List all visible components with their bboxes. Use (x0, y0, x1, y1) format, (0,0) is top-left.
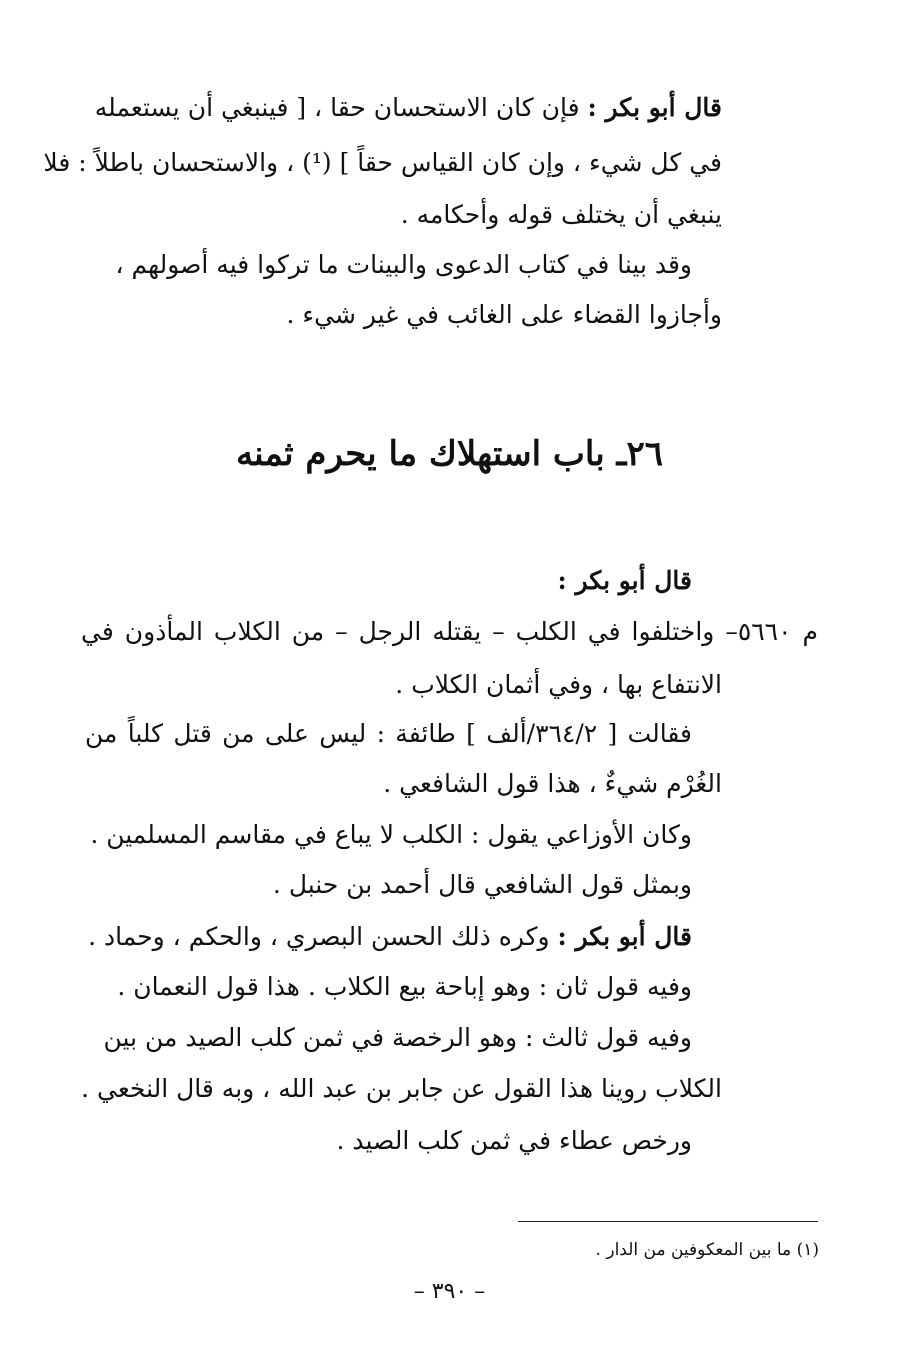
footnote-marker: (١) (796, 1240, 819, 1260)
footnote (596, 1238, 819, 1262)
text-line: الانتفاع بها ، وفي أثمان الكلاب . (395, 670, 722, 699)
text-line: وأجازوا القضاء على الغائب في غير شيء . (286, 300, 722, 329)
text-line: وفيه قول ثان : وهو إباحة بيع الكلاب . هذا قول النعمان . (117, 972, 692, 1001)
speaker-label: قال أبو بكر : (557, 922, 692, 951)
text-line: ينبغي أن يختلف قوله وأحكامه . (400, 200, 722, 229)
text-line: وقد بينا في كتاب الدعوى والبينات ما تركوا فيه أصولهم ، (115, 250, 692, 279)
text-line: م ٥٦٦٠– واختلفوا في الكلب – يقتله الرجل – من الكلاب المأذون في (81, 617, 819, 646)
page-number: – ٣٩٠ – (413, 1279, 486, 1304)
text-line (88, 920, 692, 954)
line-text: وكره ذلك الحسن البصري ، والحكم ، وحماد . (88, 922, 550, 951)
text-line: الكلاب روينا هذا القول عن جابر بن عبد الله ، وبه قال النخعي . (81, 1074, 722, 1103)
text-line: وفيه قول ثالث : وهو الرخصة في ثمن كلب الصيد من بين (103, 1023, 692, 1052)
speaker-label: قال أبو بكر : (557, 566, 692, 595)
speaker-label: قال أبو بكر : (587, 93, 722, 122)
text-line: وبمثل قول الشافعي قال أحمد بن حنبل . (272, 870, 692, 899)
text-line: ورخص عطاء في ثمن كلب الصيد . (336, 1126, 692, 1155)
footnote-text: ما بين المعكوفين من الدار . (595, 1240, 792, 1260)
text-line (94, 91, 722, 125)
text-line: في كل شيء ، وإن كان القياس حقاً ] (¹) ، والاستحسان باطلاً : فلا (43, 148, 722, 177)
text-line: وكان الأوزاعي يقول : الكلب لا يباع في مقاسم المسلمين . (90, 820, 692, 849)
text-line: فقالت [ ٣٦٤/٢/ألف ] طائفة : ليس على من قتل كلباً من (85, 719, 692, 748)
footnote-divider (518, 1221, 818, 1222)
text-line: الغُرْم شيءٌ ، هذا قول الشافعي . (383, 769, 722, 798)
line-text: فإن كان الاستحسان حقا ، [ فينبغي أن يستعمله (94, 93, 580, 122)
chapter-heading: ٢٦ـ باب استهلاك ما يحرم ثمنه (235, 434, 664, 474)
